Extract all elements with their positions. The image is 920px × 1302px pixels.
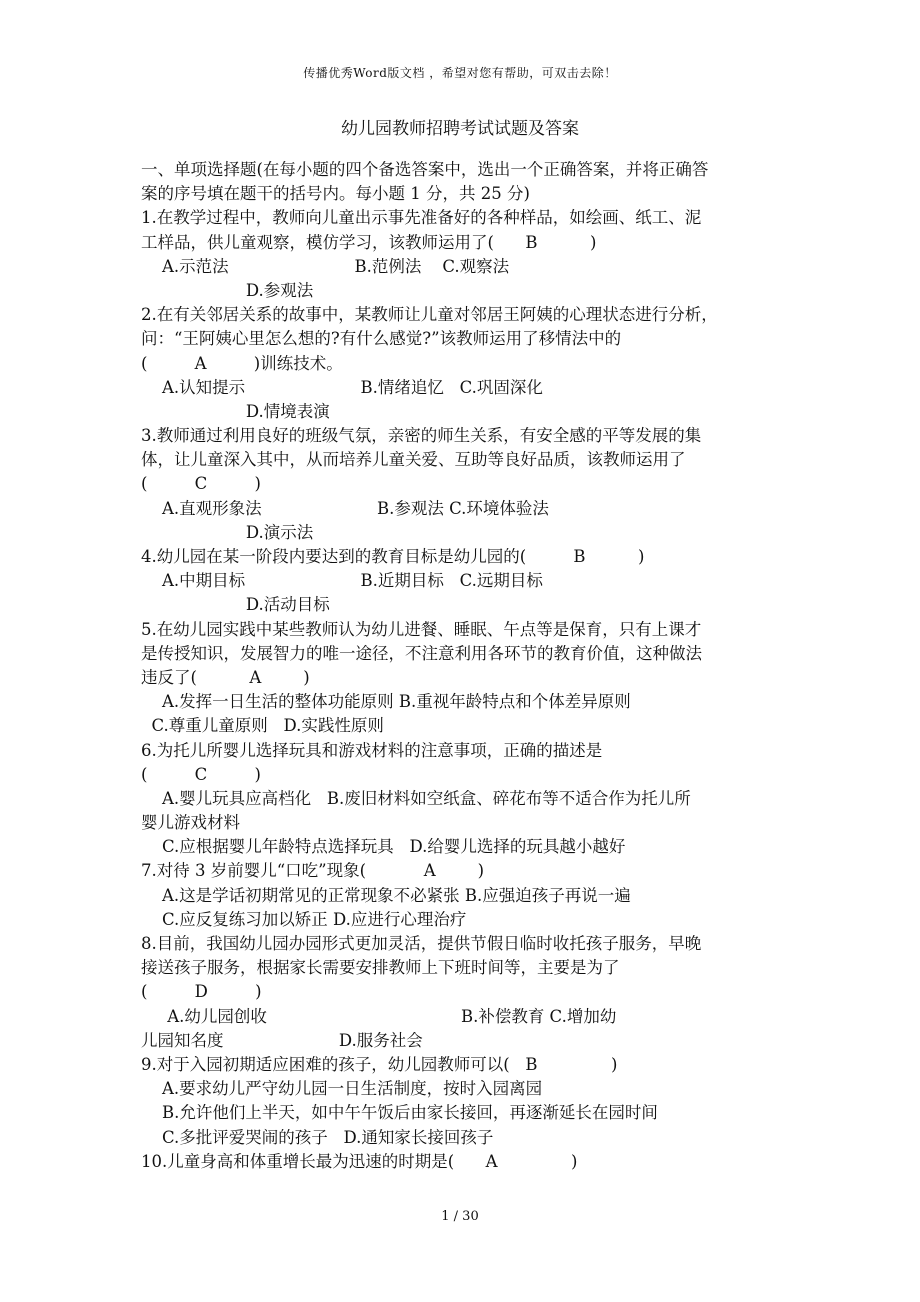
text-line: A.示范法 B.范例法 C.观察法 (141, 256, 510, 276)
text-line: D.参观法 (141, 280, 314, 300)
text-line: 5.在幼儿园实践中某些教师认为幼儿进餐、睡眠、午点等是保育，只有上课才 (141, 619, 702, 639)
document-title: 幼儿园教师招聘考试试题及答案 (341, 119, 579, 139)
text-line: 工样品，供儿童观察，模仿学习，该教师运用了( B ) (141, 232, 597, 252)
text-line: 9.对于入园初期适应困难的孩子，幼儿园教师可以( B ) (141, 1054, 618, 1074)
text-line: A.发挥一日生活的整体功能原则 B.重视年龄特点和个体差异原则 (141, 692, 631, 712)
text-line: A.要求幼儿严守幼儿园一日生活制度，按时入园离园 (141, 1079, 543, 1099)
text-line: 一、单项选择题(在每小题的四个备选答案中，选出一个正确答案，并将正确答 (141, 160, 709, 179)
text-line: 7.对待 3 岁前婴儿“口吃”现象( A ) (141, 861, 485, 881)
document-body (141, 158, 781, 1174)
text-line: A.直观形象法 B.参观法 C.环境体验法 (141, 498, 549, 518)
text-line: 3.教师通过利用良好的班级气氛，亲密的师生关系，有安全感的平等发展的集 (141, 426, 702, 446)
text-line: 儿园知名度 D.服务社会 (141, 1030, 423, 1050)
text-line: 接送孩子服务，根据家长需要安排教师上下班时间等，主要是为了 (141, 958, 620, 978)
text-line: 体，让儿童深入其中，从而培养儿童关爱、互助等良好品质，该教师运用了 (141, 450, 686, 470)
text-line: 8.目前，我国幼儿园办园形式更加灵活，提供节假日临时收托孩子服务，早晚 (141, 934, 702, 953)
text-line: B.允许他们上半天，如中午午饭后由家长接回，再逐渐延长在园时间 (141, 1103, 658, 1123)
text-line: 案的序号填在题干的括号内。每小题 1 分，共 25 分) (141, 184, 530, 204)
text-line: ( D ) (141, 982, 262, 1002)
text-line: C.应反复练习加以矫正 D.应进行心理治疗 (141, 909, 467, 929)
page-number: 1 / 30 (441, 1209, 479, 1224)
text-line: C.尊重儿童原则 D.实践性原则 (141, 716, 384, 736)
text-line: 违反了( A ) (141, 667, 310, 687)
text-line: A.幼儿园创收 B.补偿教育 C.增加幼 (141, 1006, 617, 1026)
text-line: D.演示法 (141, 522, 314, 542)
text-line: A.认知提示 B.情绪追忆 C.巩固深化 (141, 377, 543, 397)
text-line: C.多批评爱哭闹的孩子 D.通知家长接回孩子 (141, 1127, 494, 1147)
text-line: A.婴儿玩具应高档化 B.废旧材料如空纸盒、碎花布等不适合作为托儿所 (141, 788, 691, 808)
text-line: ( A )训练技术。 (141, 353, 343, 373)
text-line: 10.儿童身高和体重增长最为迅速的时期是( A ) (141, 1151, 578, 1171)
text-line: 问：“王阿姨心里怎么想的?有什么感觉?”该教师运用了移情法中的 (141, 329, 622, 349)
page-header: 传播优秀Word版文档 ，希望对您有帮助，可双击去除！ (303, 66, 617, 80)
text-line: 婴儿游戏材料 (141, 813, 240, 833)
text-line: A.这是学话初期常见的正常现象不必紧张 B.应强迫孩子再说一遍 (141, 885, 631, 905)
text-line: A.中期目标 B.近期目标 C.远期目标 (141, 571, 543, 591)
text-line: 2.在有关邻居关系的故事中，某教师让儿童对邻居王阿姨的心理状态进行分析， (141, 305, 718, 325)
text-line: D.活动目标 (141, 595, 330, 615)
text-line: 是传授知识，发展智力的唯一途径，不注意利用各环节的教育价值，这种做法 (141, 643, 702, 663)
text-line: C.应根据婴儿年龄特点选择玩具 D.给婴儿选择的玩具越小越好 (141, 837, 626, 857)
text-line: D.情境表演 (141, 401, 330, 421)
text-line: ( C ) (141, 764, 261, 784)
text-line: 4.幼儿园在某一阶段内要达到的教育目标是幼儿园的( B ) (141, 547, 645, 566)
text-line: 1.在教学过程中，教师向儿童出示事先准备好的各种样品，如绘画、纸工、泥 (141, 208, 702, 228)
text-line: ( C ) (141, 474, 261, 494)
text-line: 6.为托儿所婴儿选择玩具和游戏材料的注意事项，正确的描述是 (141, 740, 603, 760)
